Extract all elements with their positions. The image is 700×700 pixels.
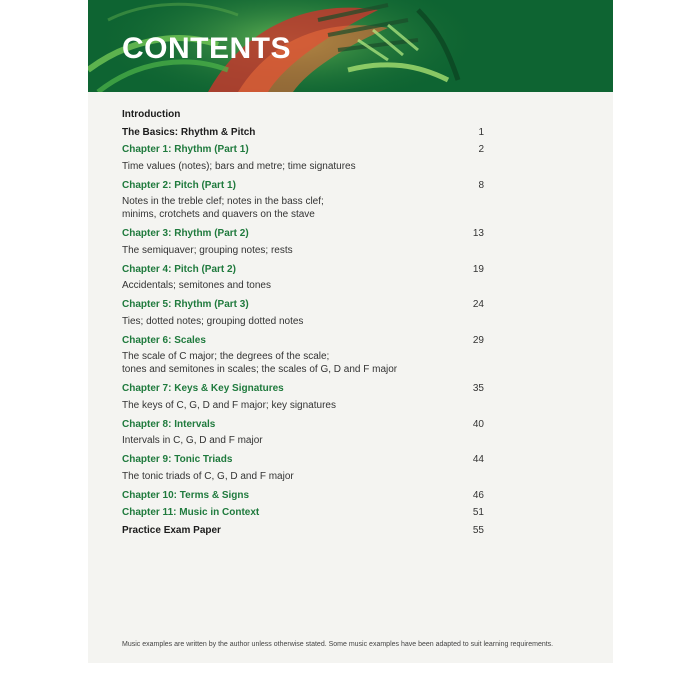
toc-page-number: 46 <box>472 489 484 501</box>
toc-page-number: 13 <box>472 228 484 239</box>
toc-entry-description: Accidentals; semitones and tones <box>122 280 271 291</box>
toc-entry <box>122 177 484 195</box>
document-page <box>88 0 613 663</box>
page-title: CONTENTS <box>122 32 291 65</box>
toc-entry <box>122 487 484 505</box>
toc-entry-title: Introduction <box>122 109 181 120</box>
toc-entry <box>122 522 484 540</box>
toc-entry-title: Chapter 11: Music in Context <box>122 507 260 518</box>
toc-page-number: 51 <box>472 507 484 518</box>
toc-entry-title: Chapter 10: Terms & Signs <box>122 489 250 501</box>
header-banner <box>88 0 613 92</box>
toc-page-number: 29 <box>472 334 484 346</box>
toc-entry-description: The keys of C, G, D and F major; key signatures <box>122 399 336 411</box>
toc-entry <box>122 261 484 279</box>
toc-entry <box>122 141 484 159</box>
toc-entry <box>122 451 484 469</box>
toc-entry-title: Practice Exam Paper <box>122 524 221 536</box>
toc-entry-description: Intervals in C, G, D and F major <box>122 435 263 446</box>
toc-page-number: 44 <box>472 454 484 465</box>
toc-entry-title: Chapter 9: Tonic Triads <box>122 454 233 465</box>
toc-entry-description: The semiquaver; grouping notes; rests <box>122 244 293 256</box>
toc-entry <box>122 504 484 522</box>
toc-page-number: 1 <box>478 126 484 138</box>
footnote: Music examples are written by the author unless otherwise stated. Some music examples have been adapted to suit learning requirements. <box>122 641 554 648</box>
toc-entry-title: Chapter 4: Pitch (Part 2) <box>122 263 236 275</box>
toc-entry-description: The tonic triads of C, G, D and F major <box>122 470 294 482</box>
toc-entry <box>122 416 484 434</box>
toc-entry-title: The Basics: Rhythm & Pitch <box>122 126 256 138</box>
toc-entry-title: Chapter 6: Scales <box>122 334 206 346</box>
toc-entry-description: Notes in the treble clef; notes in the bass clef; minims, crotchets and quavers on the stave <box>122 196 324 220</box>
toc-entry-title: Chapter 7: Keys & Key Signatures <box>122 383 284 394</box>
toc-entry <box>122 124 484 142</box>
toc-entry-title: Chapter 2: Pitch (Part 1) <box>122 179 236 191</box>
toc-page-number: 55 <box>472 524 484 536</box>
toc-entry <box>122 106 484 124</box>
toc-entry <box>122 380 484 398</box>
toc-entry-title: Chapter 3: Rhythm (Part 2) <box>122 228 249 239</box>
toc-page-number: 2 <box>478 144 484 155</box>
toc-page-number: 24 <box>472 299 484 310</box>
toc-entry-title: Chapter 5: Rhythm (Part 3) <box>122 299 249 310</box>
toc-page-number: 35 <box>472 383 484 394</box>
toc-entry-description: The scale of C major; the degrees of the scale; tones and semitones in scales; the scales of G, D and F major <box>122 351 398 375</box>
toc-entry-title: Chapter 1: Rhythm (Part 1) <box>122 144 249 155</box>
table-of-contents <box>122 106 484 539</box>
toc-page-number: 40 <box>472 418 484 430</box>
toc-entry <box>122 225 484 243</box>
toc-page-number: 19 <box>472 263 484 275</box>
toc-entry-description: Time values (notes); bars and metre; time signatures <box>122 160 356 172</box>
toc-entry-description: Ties; dotted notes; grouping dotted notes <box>122 315 304 327</box>
toc-page-number: 8 <box>478 179 484 191</box>
toc-entry <box>122 332 484 350</box>
toc-entry-title: Chapter 8: Intervals <box>122 418 216 430</box>
toc-entry <box>122 296 484 314</box>
